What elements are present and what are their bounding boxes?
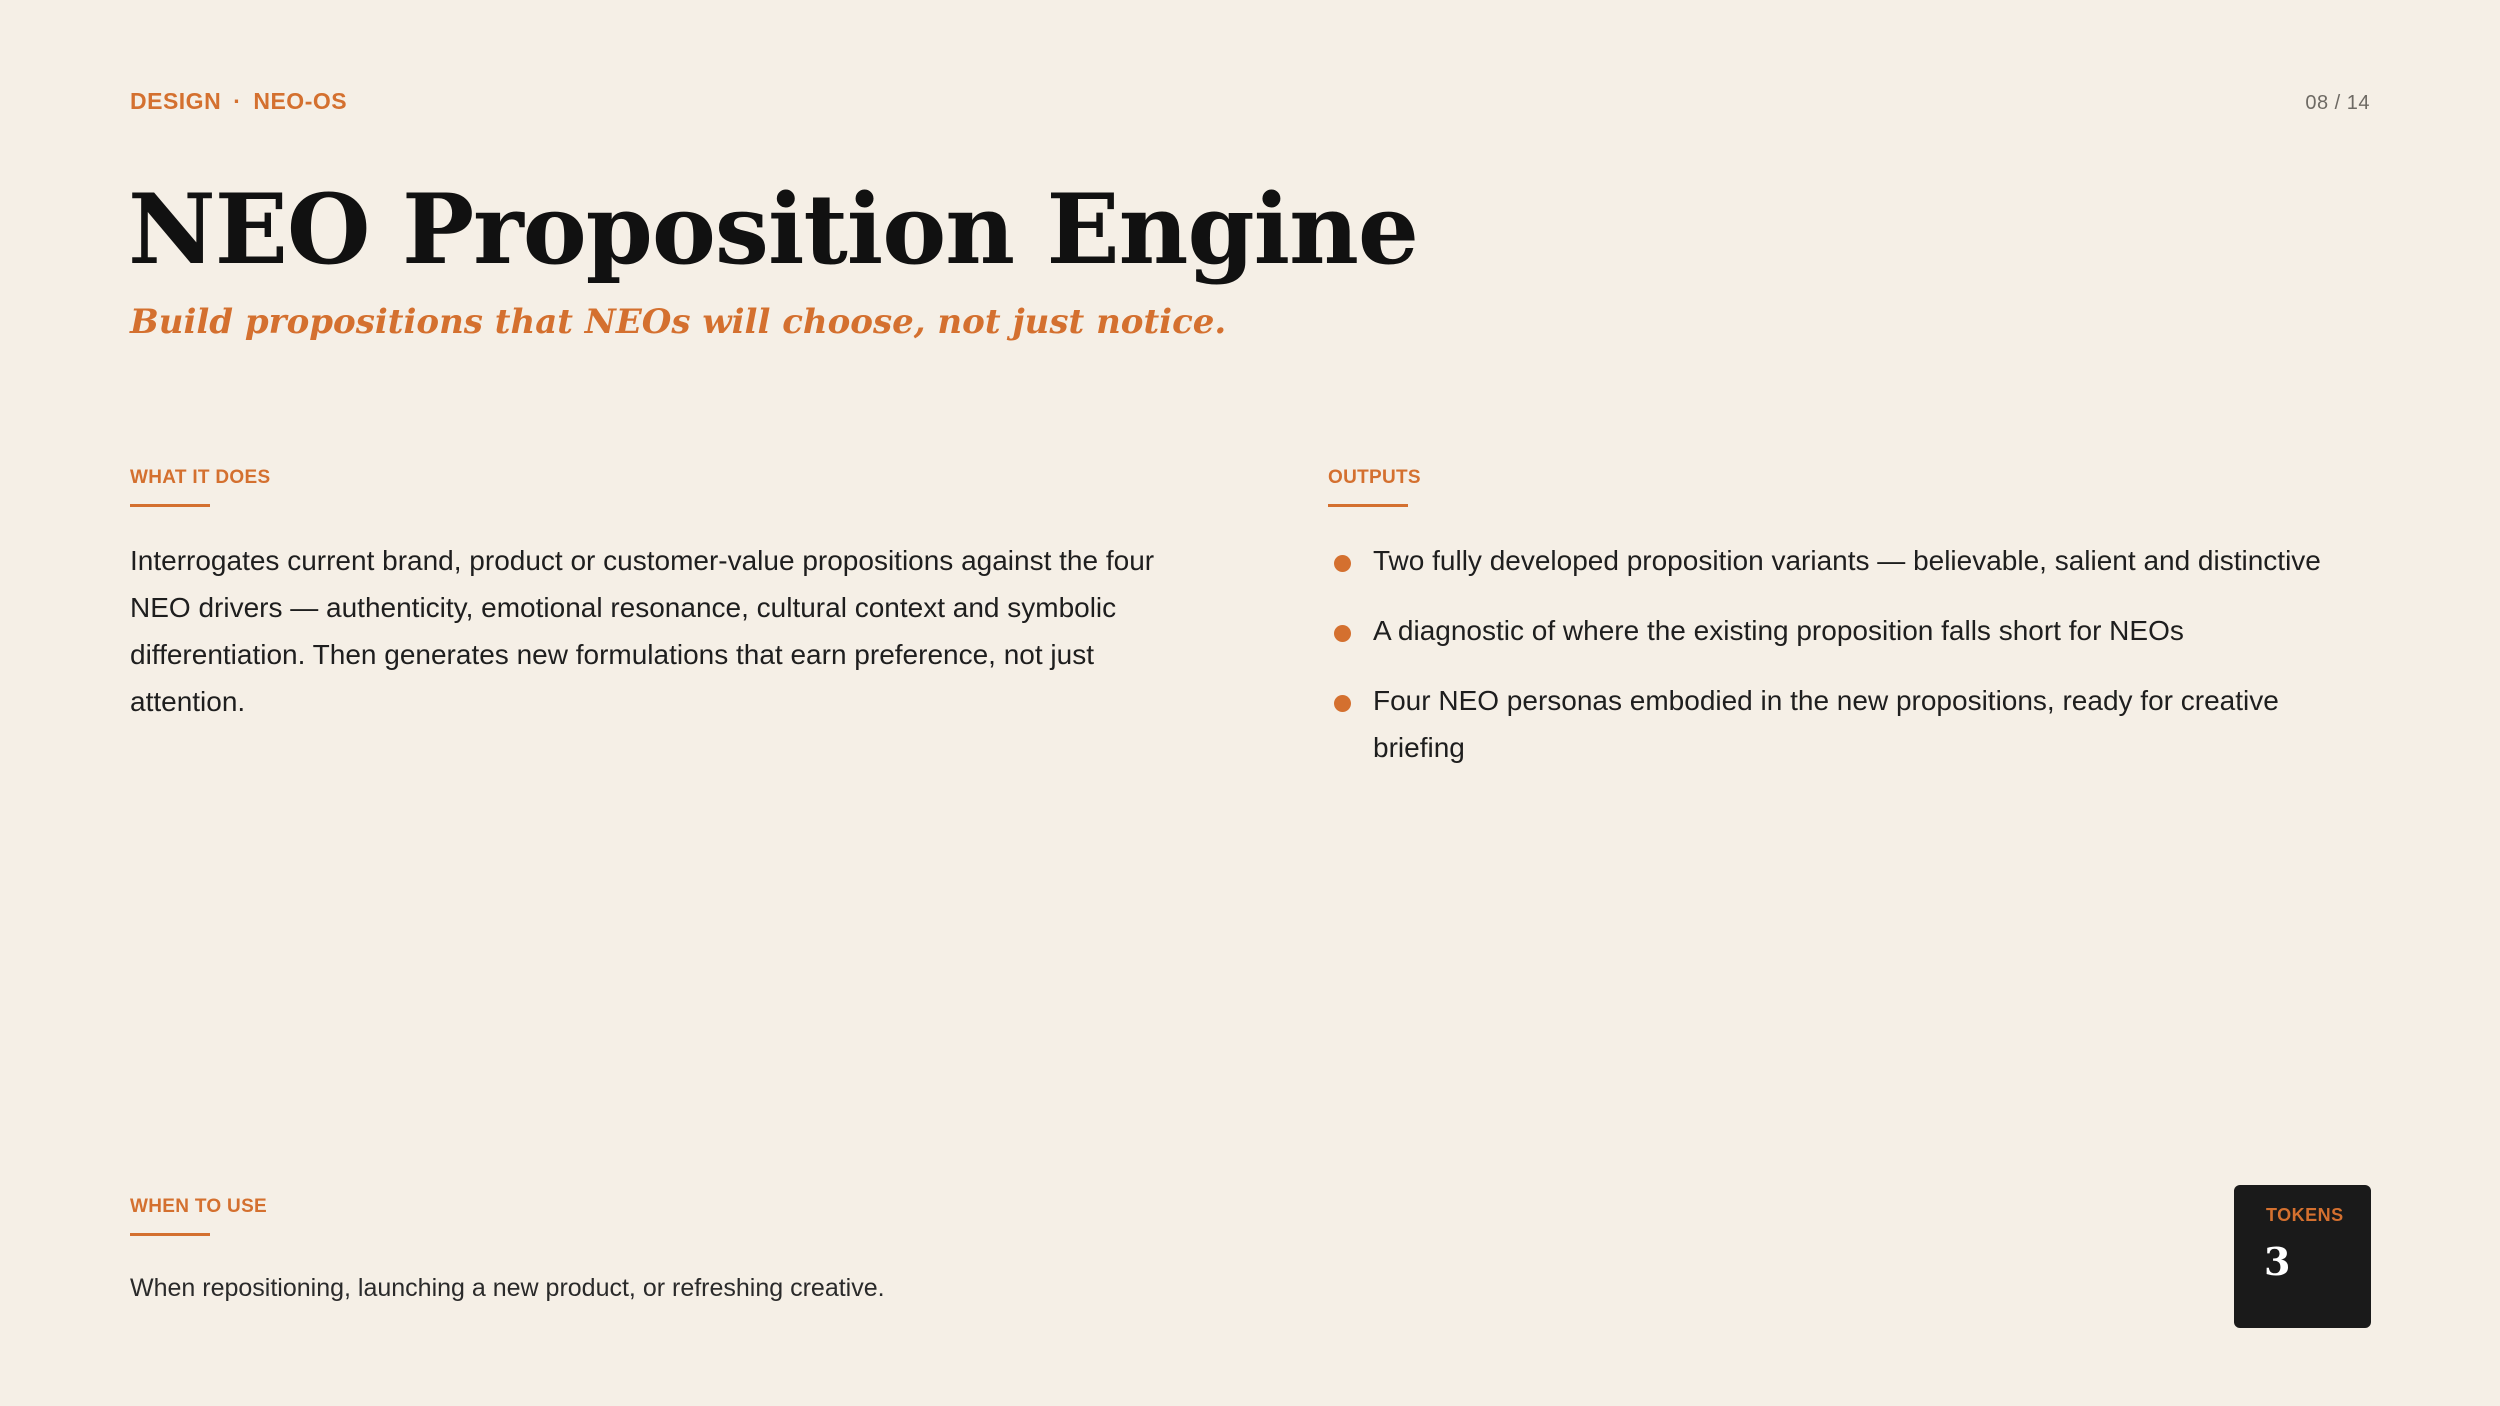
output-item-text: Two fully developed proposition variants — believable, salient and distinctive xyxy=(1373,545,2321,576)
bullet-dot-icon xyxy=(1334,695,1351,712)
breadcrumb-category: DESIGN xyxy=(130,88,222,114)
tokens-card xyxy=(2234,1185,2371,1328)
when-to-use-label: WHEN TO USE xyxy=(130,1196,268,1217)
tokens-value: 3 xyxy=(2264,1239,2291,1284)
breadcrumb-separator: · xyxy=(233,88,242,114)
what-it-does-text: Interrogates current brand, product or customer-value propositions against the four NEO drivers — authenticity, emotional resonance, cultural context and symbolic differentiation. Then generates new formulations that earn preference, not just attention. xyxy=(130,545,1155,717)
list-item xyxy=(1328,607,2378,654)
page-subtitle: Build propositions that NEOs will choose, not just notice. xyxy=(130,302,1227,342)
outputs-rule xyxy=(1328,504,1408,507)
output-item-text: A diagnostic of where the existing proposition falls short for NEOs xyxy=(1373,615,2184,646)
outputs-label: OUTPUTS xyxy=(1328,467,1421,488)
outputs-list xyxy=(1328,537,2378,794)
when-to-use-rule xyxy=(130,1233,210,1236)
list-item xyxy=(1328,537,2378,584)
when-to-use-text: When repositioning, launching a new product, or refreshing creative. xyxy=(130,1274,885,1302)
breadcrumb xyxy=(130,86,347,116)
bullet-dot-icon xyxy=(1334,555,1351,572)
breadcrumb-product: NEO-OS xyxy=(253,88,348,114)
output-item-text: Four NEO personas embodied in the new propositions, ready for creative briefing xyxy=(1373,685,2279,763)
what-it-does-rule xyxy=(130,504,210,507)
tokens-label: TOKENS xyxy=(2266,1205,2344,1225)
page-counter: 08 / 14 xyxy=(2305,92,2370,114)
list-item xyxy=(1328,677,2378,771)
what-it-does-label: WHAT IT DOES xyxy=(130,467,271,488)
page-title: NEO Proposition Engine xyxy=(128,173,1418,286)
bullet-dot-icon xyxy=(1334,625,1351,642)
